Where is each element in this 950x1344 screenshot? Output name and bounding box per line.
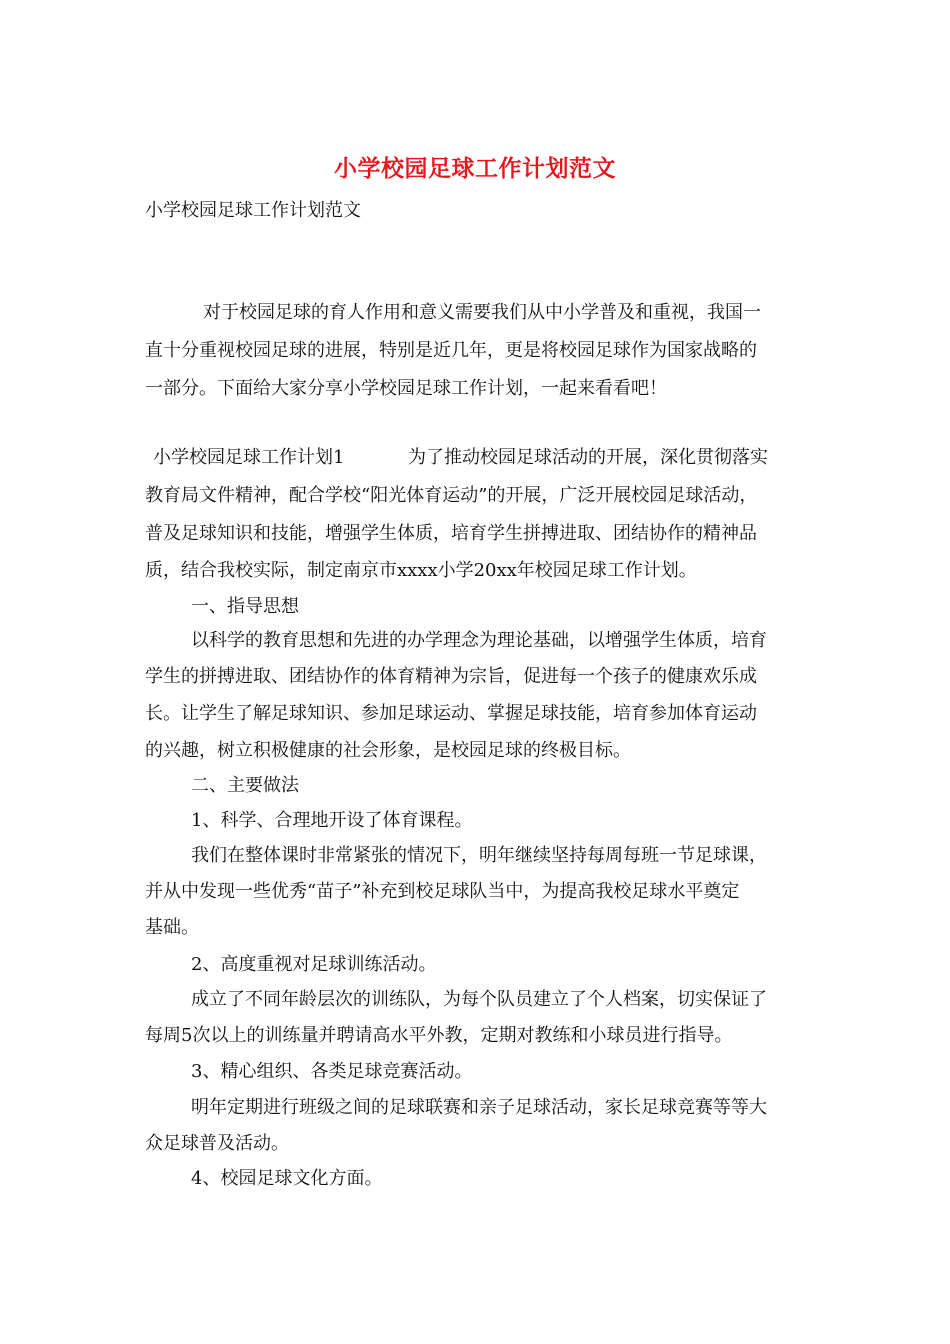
item1-heading: 1、科学、合理地开设了体育课程。: [191, 810, 473, 831]
document-title: 小学校园足球工作计划范文: [334, 155, 616, 182]
intro-line: 一部分。下面给大家分享小学校园足球工作计划，一起来看看吧！: [145, 378, 667, 399]
plan1-paragraph-line: 为了推动校园足球活动的开展，深化贯彻落实: [408, 447, 768, 468]
section2-heading: 二、主要做法: [191, 775, 299, 796]
plan1-paragraph-line: 普及足球知识和技能，增强学生体质，培育学生拼搏进取、团结协作的精神品: [145, 523, 757, 544]
plan1-paragraph-line: 教育局文件精神，配合学校“阳光体育运动”的开展，广泛开展校园足球活动，: [145, 485, 758, 506]
intro-line: 对于校园足球的育人作用和意义需要我们从中小学普及和重视，我国一: [203, 302, 761, 323]
item1-paragraph-line: 并从中发现一些优秀“苗子”补充到校足球队当中，为提高我校足球水平奠定: [145, 881, 740, 902]
section1-paragraph-line: 长。让学生了解足球知识、参加足球运动、掌握足球技能，培育参加体育运动: [145, 703, 757, 724]
section1-paragraph-line: 学生的拼搏进取、团结协作的体育精神为宗旨，促进每一个孩子的健康欢乐成: [145, 666, 757, 687]
document-subtitle: 小学校园足球工作计划范文: [145, 200, 361, 221]
item3-paragraph-line: 明年定期进行班级之间的足球联赛和亲子足球活动，家长足球竞赛等等大: [191, 1097, 767, 1118]
item2-paragraph-line: 每周5次以上的训练量并聘请高水平外教，定期对教练和小球员进行指导。: [145, 1025, 733, 1046]
item4-heading: 4、校园足球文化方面。: [191, 1168, 383, 1189]
item2-heading: 2、高度重视对足球训练活动。: [191, 954, 437, 975]
plan1-heading: 小学校园足球工作计划1: [153, 447, 345, 468]
item2-paragraph-line: 成立了不同年龄层次的训练队，为每个队员建立了个人档案，切实保证了: [191, 989, 767, 1010]
intro-line: 直十分重视校园足球的进展，特别是近几年，更是将校园足球作为国家战略的: [145, 340, 757, 361]
section1-paragraph-line: 的兴趣，树立积极健康的社会形象，是校园足球的终极目标。: [145, 740, 631, 761]
section1-paragraph-line: 以科学的教育思想和先进的办学理念为理论基础，以增强学生体质，培育: [191, 630, 767, 651]
item1-paragraph-line: 我们在整体课时非常紧张的情况下，明年继续坚持每周每班一节足球课，: [191, 845, 767, 866]
item3-paragraph-line: 众足球普及活动。: [145, 1133, 289, 1154]
plan1-paragraph-line: 质，结合我校实际，制定南京市xxxx小学20xx年校园足球工作计划。: [145, 560, 697, 581]
item1-paragraph-line: 基础。: [145, 917, 199, 938]
item3-heading: 3、精心组织、各类足球竞赛活动。: [191, 1061, 473, 1082]
section1-heading: 一、指导思想: [191, 596, 299, 617]
